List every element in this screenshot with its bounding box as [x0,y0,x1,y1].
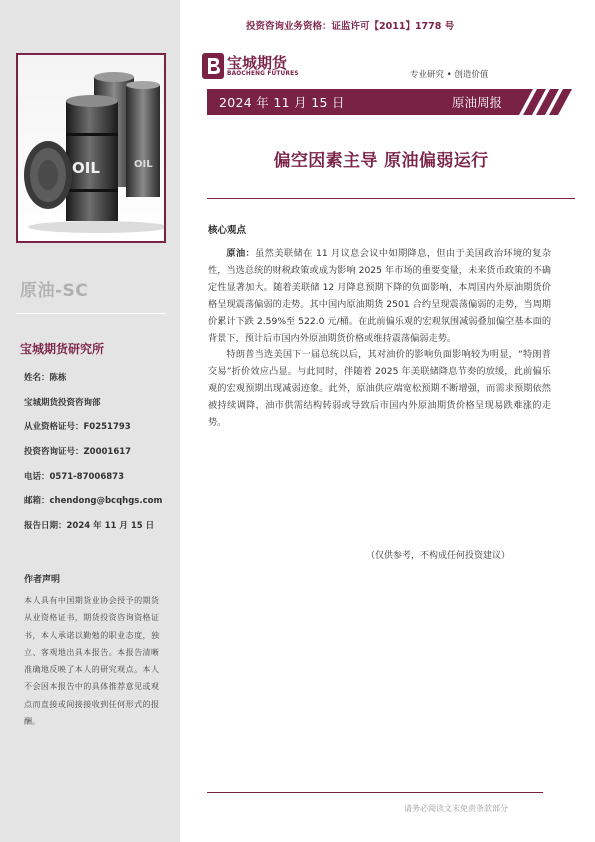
product-name: 原油-SC [20,281,89,301]
author-statement: 本人具有中国期货业协会授予的期货从业资格证书，期货投资咨询资格证书，本人承诺以勤勉的职业态度，独立、客观地出具本报告。本报告清晰准确地反映了本人的研究观点。本人不会因本报告中的具体推荐意见或观点而直接或间接接收到任何形式的报酬。 [24,596,159,727]
footer-divider [207,792,543,793]
title-divider [207,198,575,199]
logo-english: BAOCHENG FUTURES [227,71,299,77]
phone: 电话：0571-87006873 [24,471,124,482]
disclaimer: （仅供参考，不构成任何投资建议） [366,551,511,561]
qualification-line: 投资咨询业务资格：证监许可【2011】1778 号 [246,21,455,32]
sidebar-divider [16,313,166,314]
company-logo [202,52,332,82]
research-institute: 宝城期货研究所 [20,342,105,356]
paragraph-2: 特朗普当选美国下一届总统以后，其对油价的影响负面影响较为明显，“特朗普交易”折价效应凸显。与此同时，伴随着 2025 年美联储降息节奏的放缓，此前偏乐观的宏观预期出现减弱迹象。此外，原油供应端宽松预期不断增强，而需求预期依然被持续调降，油市供需结构转弱或导致后市国内外原油期货价格呈现易跌难涨的走势。 [208,349,551,429]
logo-b-icon [202,53,224,79]
logo-chinese: 宝城期货 [227,54,288,72]
oil-barrels-illustration [18,55,164,241]
footer-note: 请务必阅读文末免责条款部分 [404,804,508,813]
paragraph-lead: 原油： [226,248,256,259]
barrel-label: OIL [72,159,100,177]
analyst-info [24,372,174,545]
report-title: 偏空因素主导 原油偏弱运行 [273,151,489,171]
sidebar [0,0,180,842]
paragraph-1-text: 虽然美联储在 11 月议息会议中如期降息，但由于美国政治环境的复杂性，当选总统的财税政策或成为影响 2025 年市场的重要变量，未来货币政策的不确定性显著加大。随着美联储 12 月降息预期下降的负面影响，本周国内外原油期货价格呈现震荡偏弱的走势。其中国内原油期货 2501 合约呈现震荡偏弱的走势，当周期价累计下跌 2.59%至 522.0 元/桶。在此前偏乐观的宏观氛围减弱叠加偏空基本面的背景下，预计后市国内外原油期货价格或维持震荡偏弱走势。 [208,248,552,344]
paragraph-1 [208,246,551,347]
email[interactable]: 邮箱：chendong@bcqhgs.com [24,496,163,507]
report-date: 2024 年 11 月 15 日 [219,95,345,110]
date-banner [207,89,575,115]
core-view-body [208,246,551,432]
analyst-name: 姓名：陈栋 [24,373,67,383]
core-view-heading: 核心观点 [208,225,247,236]
practice-license: 从业资格证号：F0251793 [24,422,131,433]
barrel-label-back: OIL [134,159,153,170]
author-statement-title: 作者声明 [24,575,61,585]
report-type: 原油周报 [452,95,503,110]
slogan: 专业研究 • 创造价值 [410,70,489,80]
report-date-sidebar: 报告日期：2024 年 11 月 15 日 [24,521,155,532]
analyst-department: 宝城期货投资咨询部 [24,397,101,408]
consulting-license: 投资咨询证号：Z0001617 [24,447,132,458]
cover-image [16,53,166,243]
